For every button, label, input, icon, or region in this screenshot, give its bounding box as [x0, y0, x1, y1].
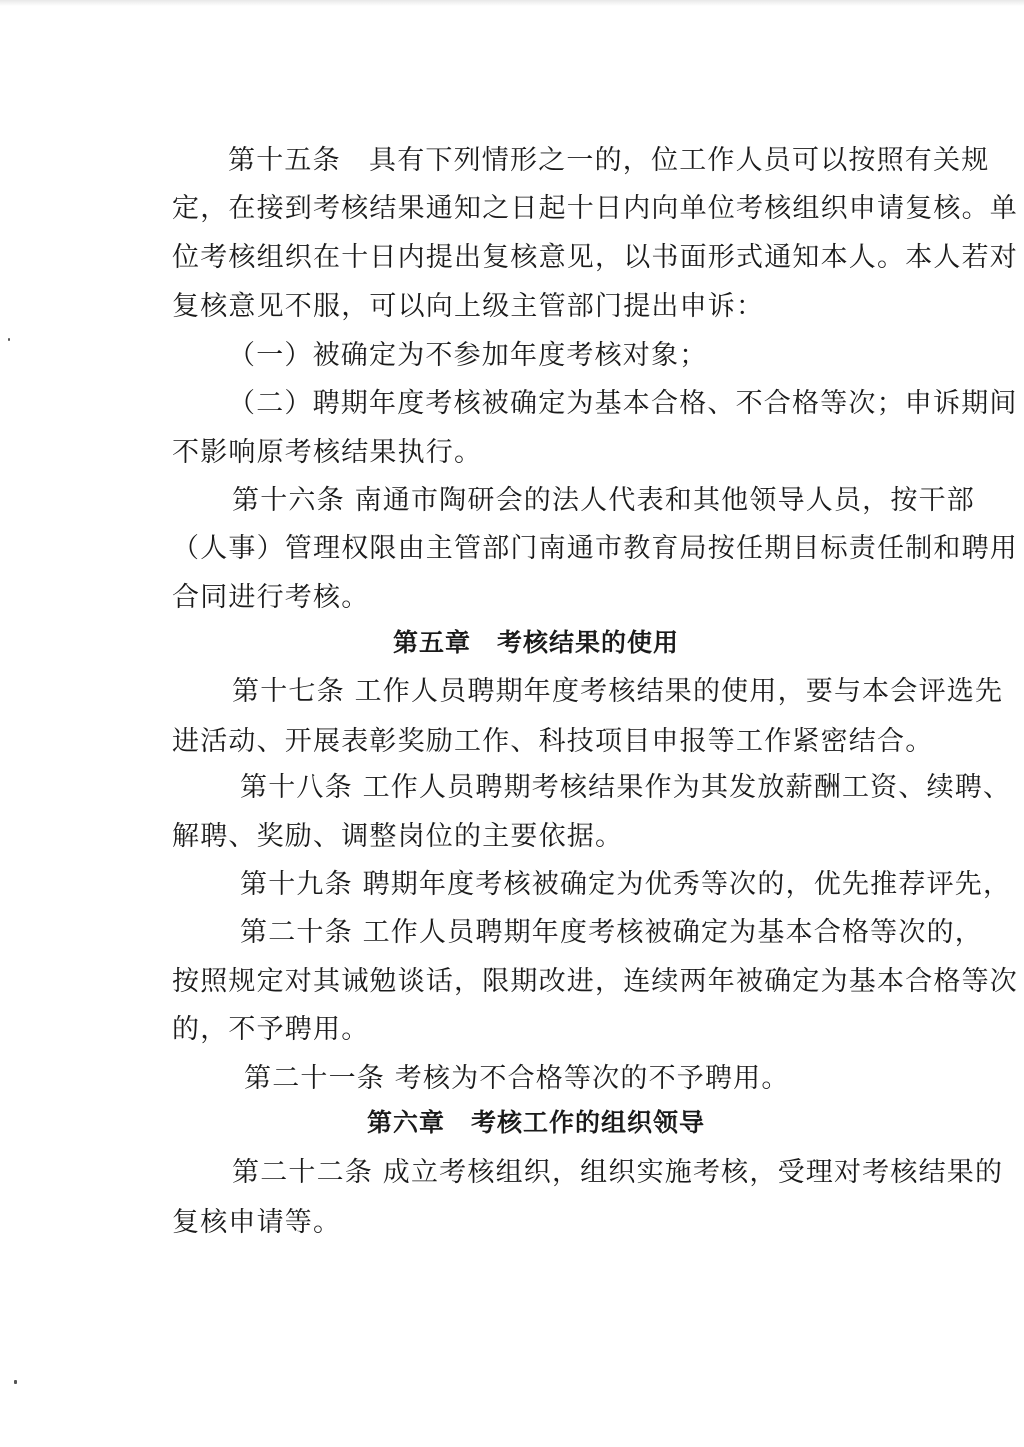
- article-20-line-3: 的，不予聘用。: [172, 1014, 370, 1045]
- article-15-item-2-line-2: 不影响原考核结果执行。: [172, 437, 483, 468]
- article-20-line-1: 第二十条 工作人员聘期年度考核被确定为基本合格等次的，: [240, 917, 983, 948]
- scan-edge: [0, 0, 1024, 6]
- scan-speck: [14, 1380, 17, 1384]
- article-15-line-4: 复核意见不服，可以向上级主管部门提出申诉：: [172, 291, 765, 322]
- article-15-line-3: 位考核组织在十日内提出复核意见，以书面形式通知本人。本人若对: [172, 242, 1018, 273]
- chapter-6-heading: 第六章 考核工作的组织领导: [366, 1108, 705, 1137]
- scan-speck: [8, 338, 10, 341]
- article-16-line-2: （人事）管理权限由主管部门南通市教育局按任期目标责任制和聘用: [172, 533, 1018, 564]
- article-15-item-2-line-1: （二）聘期年度考核被确定为基本合格、不合格等次；申诉期间: [228, 388, 1018, 419]
- article-16-line-3: 合同进行考核。: [172, 582, 370, 613]
- article-20-line-2: 按照规定对其诫勉谈话，限期改进，连续两年被确定为基本合格等次: [172, 966, 1018, 997]
- article-15-line-2: 定，在接到考核结果通知之日起十日内向单位考核组织申请复核。单: [172, 193, 1018, 224]
- article-18-line-2: 解聘、奖励、调整岗位的主要依据。: [172, 821, 624, 852]
- article-19-line-1: 第十九条 聘期年度考核被确定为优秀等次的，优先推荐评先，: [240, 869, 1012, 900]
- article-15-line-1: 第十五条 具有下列情形之一的，位工作人员可以按照有关规: [228, 145, 990, 176]
- article-21-line-1: 第二十一条 考核为不合格等次的不予聘用。: [244, 1063, 790, 1094]
- article-17-line-2: 进活动、开展表彰奖励工作、科技项目申报等工作紧密结合。: [172, 726, 934, 757]
- article-18-line-1: 第十八条 工作人员聘期考核结果作为其发放薪酬工资、续聘、: [240, 772, 1012, 803]
- article-22-line-1: 第二十二条 成立考核组织，组织实施考核，受理对考核结果的: [232, 1157, 1004, 1188]
- article-16-line-1: 第十六条 南通市陶研会的法人代表和其他领导人员，按干部: [232, 485, 975, 516]
- chapter-5-heading: 第五章 考核结果的使用: [392, 628, 679, 657]
- article-17-line-1: 第十七条 工作人员聘期年度考核结果的使用，要与本会评选先: [232, 676, 1004, 707]
- article-22-line-2: 复核申请等。: [172, 1207, 342, 1238]
- article-15-item-1: （一）被确定为不参加年度考核对象；: [228, 340, 708, 371]
